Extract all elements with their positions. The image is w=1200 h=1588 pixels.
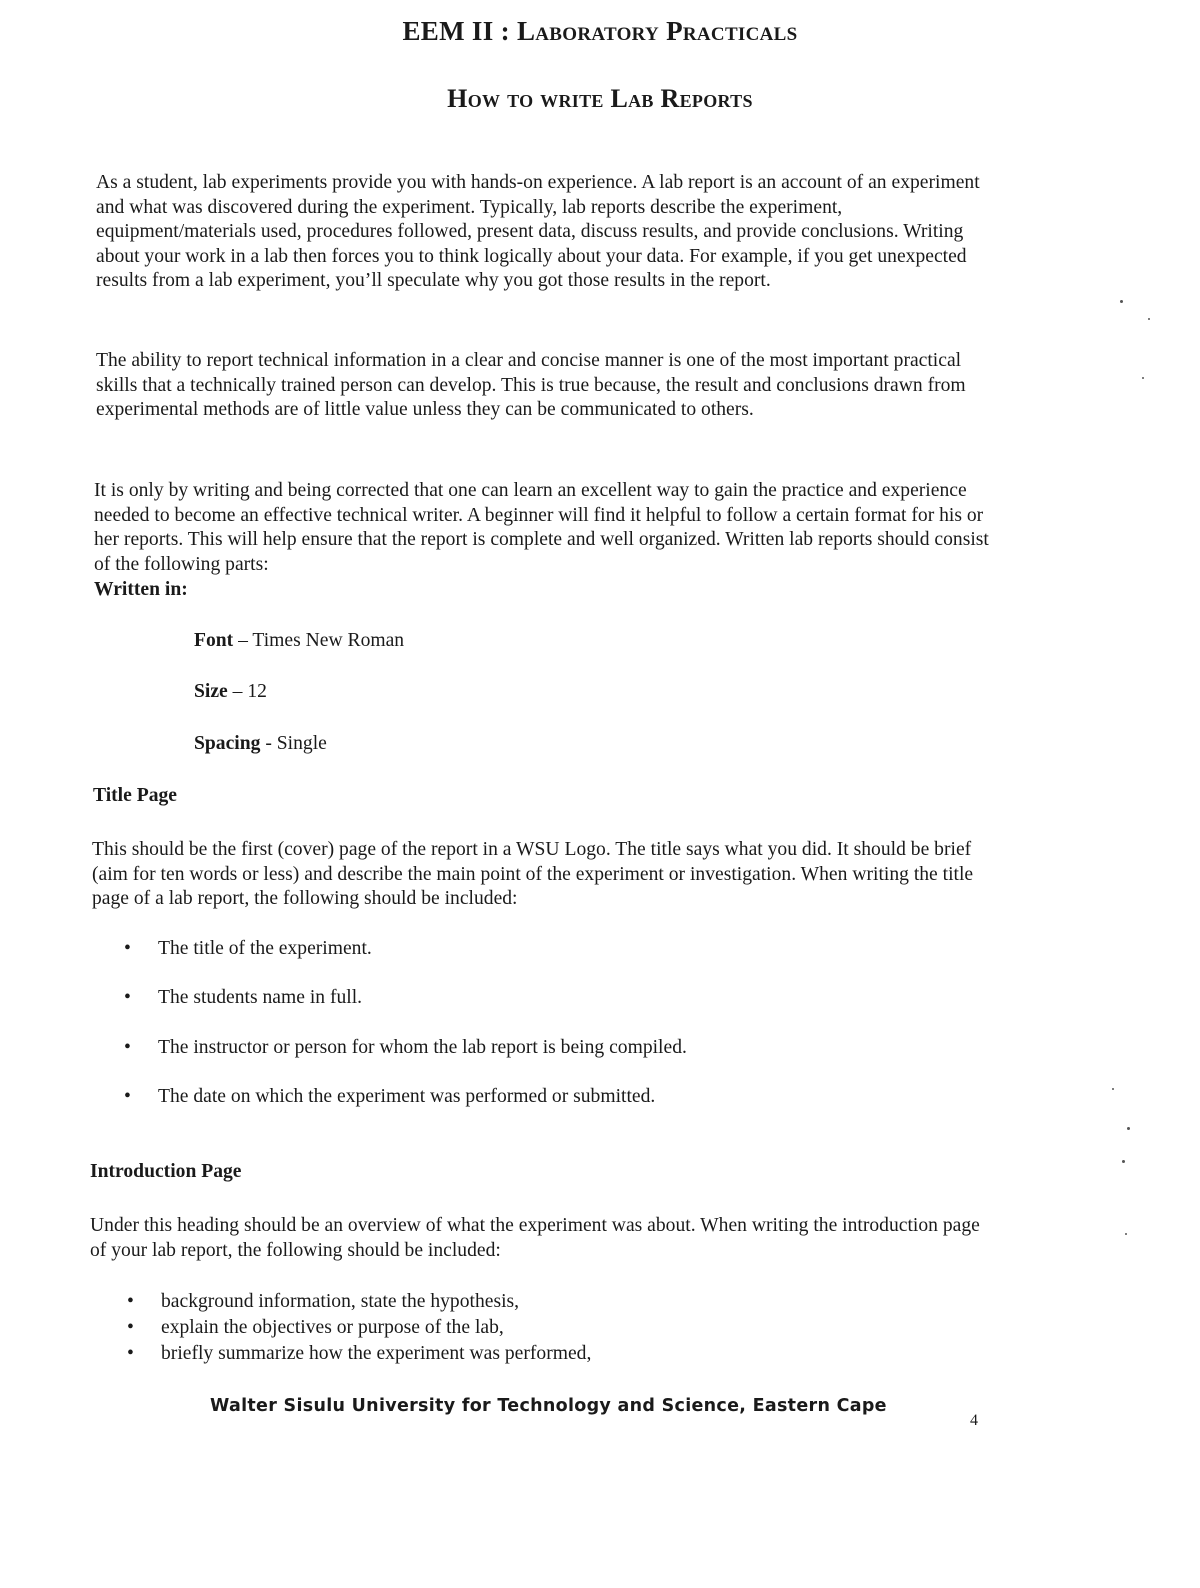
scan-speck: [1148, 318, 1150, 320]
list-item-text: briefly summarize how the experiment was performed,: [161, 1343, 592, 1364]
list-item-text: The date on which the experiment was performed or submitted.: [158, 1085, 656, 1107]
spacing-setting: [194, 732, 327, 756]
list-item-text: explain the objectives or purpose of the lab,: [161, 1317, 504, 1338]
size-setting-key: Size: [194, 681, 228, 702]
bullet-icon: •: [127, 1291, 134, 1312]
font-setting-key: Font: [194, 630, 234, 651]
font-setting: [194, 629, 404, 653]
bullet-icon: •: [124, 987, 131, 1009]
spacing-setting-key: Spacing: [194, 733, 261, 754]
list-item-text: The title of the experiment.: [158, 938, 372, 959]
page-number: 4: [970, 1412, 978, 1429]
bullet-icon: •: [127, 1317, 134, 1338]
list-item-text: background information, state the hypothesis,: [161, 1291, 520, 1312]
list-item: [127, 1290, 591, 1316]
list-item: [124, 1036, 687, 1085]
page-footer: Walter Sisulu University for Technology and Science, Eastern Cape: [210, 1396, 887, 1416]
scan-speck: [1142, 377, 1144, 379]
scan-speck: [1127, 1127, 1130, 1130]
introduction-page-heading: Introduction Page: [90, 1161, 242, 1182]
written-in-label: Written in:: [94, 579, 188, 600]
list-item: [124, 937, 687, 986]
title-page-paragraph: This should be the first (cover) page of the report in a WSU Logo. The title says what you did. It should be brief (aim for ten words or less) and describe the main point of the experiment or investigation. When writing the title page of a lab report, the following should be included:: [92, 839, 974, 910]
title-page-heading: Title Page: [93, 785, 177, 806]
scan-speck: [1125, 1233, 1127, 1235]
bullet-icon: •: [127, 1343, 134, 1364]
ability-paragraph: The ability to report technical information in a clear and concise manner is one of the most important practical skills that a technically trained person can develop. This is true because, the result and conclusions drawn from experimental methods are of little value unless they can be communicated to others.: [96, 350, 966, 421]
list-item: [124, 986, 687, 1035]
intro-paragraph: As a student, lab experiments provide you with hands-on experience. A lab report is an account of an experiment and what was discovered during the experiment. Typically, lab reports describe the experiment, equipment/materials used, procedures followed, present data, discuss results, and provide conclusions. Writing about your work in a lab then forces you to think logically about your data. For example, if you get unexpected results from a lab experiment, you’ll speculate why you got those results in the report.: [96, 172, 980, 292]
list-item: [124, 1085, 687, 1134]
spacing-setting-value: - Single: [260, 733, 327, 754]
bullet-icon: •: [124, 1085, 131, 1107]
bullet-icon: •: [124, 1036, 131, 1058]
introduction-page-list: [127, 1290, 591, 1368]
scan-speck: [1112, 1088, 1114, 1090]
size-setting-value: – 12: [227, 681, 267, 702]
introduction-page-paragraph: Under this heading should be an overview of what the experiment was about. When writing the introduction page of your lab report, the following should be included:: [90, 1215, 980, 1261]
size-setting: [194, 680, 267, 704]
title-page-list: [124, 937, 687, 1134]
document-subtitle: How to write Lab Reports: [447, 84, 753, 113]
list-item-text: The instructor or person for whom the lab report is being compiled.: [158, 1036, 687, 1058]
list-item: [127, 1342, 591, 1368]
font-setting-value: – Times New Roman: [233, 630, 405, 651]
scan-speck: [1120, 300, 1123, 303]
writing-paragraph: It is only by writing and being corrected that one can learn an excellent way to gain the practice and experience needed to become an effective technical writer. A beginner will find it helpful to follow a certain format for his or her reports. This will help ensure that the report is complete and well organized. Written lab reports should consist of the following parts:: [94, 480, 989, 575]
scan-speck: [1122, 1160, 1125, 1163]
list-item: [127, 1316, 591, 1342]
document-title: EEM II : Laboratory Practicals: [402, 16, 798, 46]
bullet-icon: •: [124, 938, 131, 959]
list-item-text: The students name in full.: [158, 987, 363, 1009]
